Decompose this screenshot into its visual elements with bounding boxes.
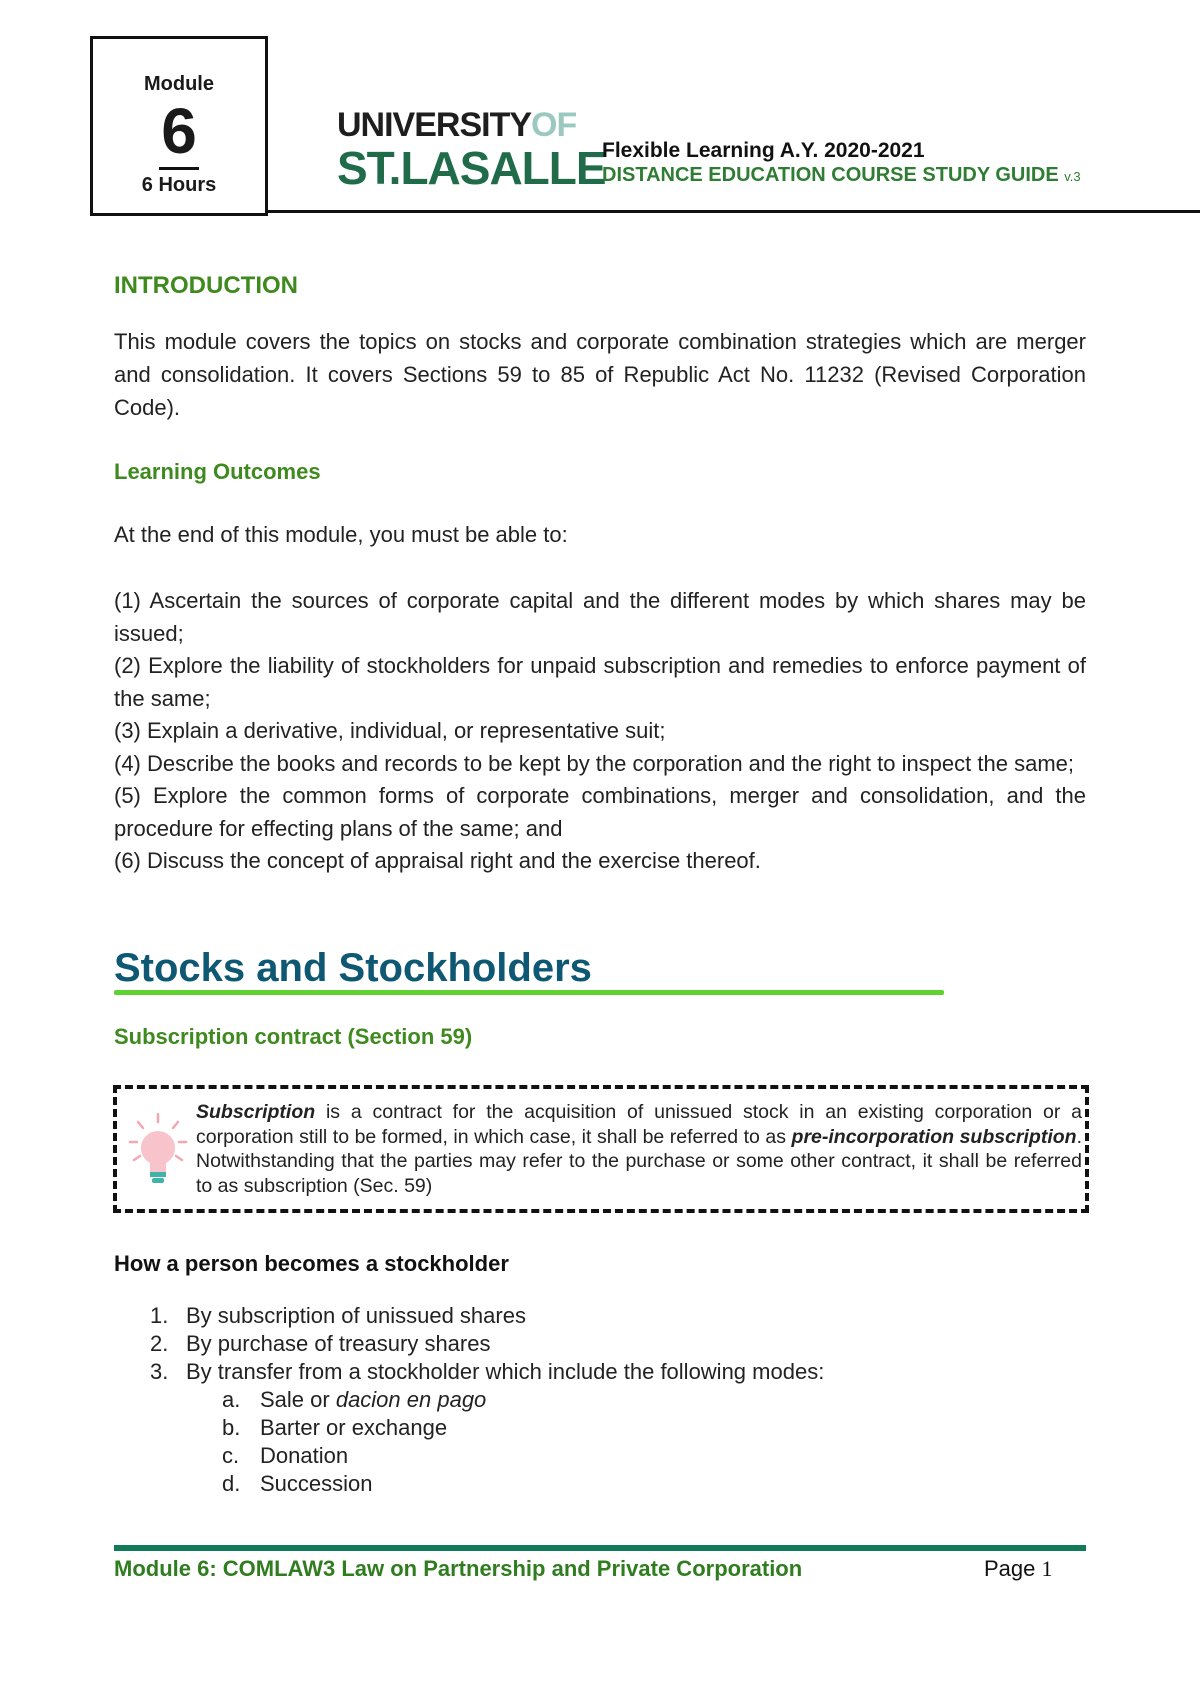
- section-title: Stocks and Stockholders: [114, 946, 592, 990]
- learning-outcomes-list: [114, 585, 1086, 878]
- outcome-item: (6) Discuss the concept of appraisal right and the exercise thereof.: [114, 848, 761, 873]
- outcome-item: (4) Describe the books and records to be kept by the corporation and the right to inspect the same;: [114, 750, 1074, 776]
- stockholder-heading: How a person becomes a stockholder: [114, 1251, 509, 1276]
- list-item: 2. By purchase of treasury shares: [150, 1331, 491, 1356]
- module-box: [90, 36, 268, 216]
- sub-list-item: d. Succession: [222, 1471, 373, 1496]
- subscription-contract-heading: Subscription contract (Section 59): [114, 1024, 473, 1049]
- sub-list-item: a. Sale or dacion en pago: [222, 1387, 487, 1412]
- introduction-heading: INTRODUCTION: [114, 272, 298, 299]
- module-label: Module: [144, 73, 214, 95]
- outcome-item: (1) Ascertain the sources of corporate capital and the different modes by which shares may be issued;: [114, 588, 1086, 646]
- page-number: Page 1: [984, 1556, 1053, 1581]
- section-title-underline: [114, 990, 944, 995]
- list-item: 3. By transfer from a stockholder which include the following modes:: [150, 1359, 825, 1384]
- lightbulb-icon: [126, 1112, 190, 1192]
- learning-outcomes-heading: Learning Outcomes: [114, 459, 321, 484]
- university-logo-top: UNIVERSITYOF: [337, 106, 577, 144]
- learning-outcomes-lead: At the end of this module, you must be able to:: [114, 522, 568, 547]
- sub-list-item: c. Donation: [222, 1443, 349, 1468]
- outcome-item: (3) Explain a derivative, individual, or representative suit;: [114, 718, 666, 743]
- subscription-definition: Subscription is a contract for the acquisition of unissued stock in an existing corporation or a corporation still to be formed, in which case, it shall be referred to as pre-incorporation subscription. Notwithstanding that the parties may refer to the purchase or some other contract, it shall be referred to as subscription (Sec. 59): [196, 1101, 1082, 1197]
- outcome-item: (5) Explore the common forms of corporate combinations, merger and consolidation, and the procedure for effecting plans of the same; and: [114, 783, 1086, 841]
- header-rule: [268, 210, 1200, 213]
- introduction-text: This module covers the topics on stocks and corporate combination strategies which are merger and consolidation. It covers Sections 59 to 85 of Republic Act No. 11232 (Revised Corporation Code).: [114, 329, 1086, 420]
- footer-rule: [114, 1545, 1086, 1551]
- module-hours: 6 Hours: [141, 174, 217, 196]
- module-number: 6: [93, 99, 265, 163]
- list-item: 1. By subscription of unissued shares: [150, 1303, 526, 1328]
- university-logo-bottom: ST.LASALLE: [337, 142, 606, 194]
- outcome-item: (2) Explore the liability of stockholders for unpaid subscription and remedies to enforce payment of the same;: [114, 653, 1086, 711]
- flexible-learning-title: Flexible Learning A.Y. 2020-2021: [602, 139, 925, 162]
- sub-list-item: b. Barter or exchange: [222, 1415, 448, 1440]
- footer-course-title: Module 6: COMLAW3 Law on Partnership and Private Corporation: [114, 1556, 803, 1581]
- study-guide-title: DISTANCE EDUCATION COURSE STUDY GUIDE v.3: [602, 164, 1081, 186]
